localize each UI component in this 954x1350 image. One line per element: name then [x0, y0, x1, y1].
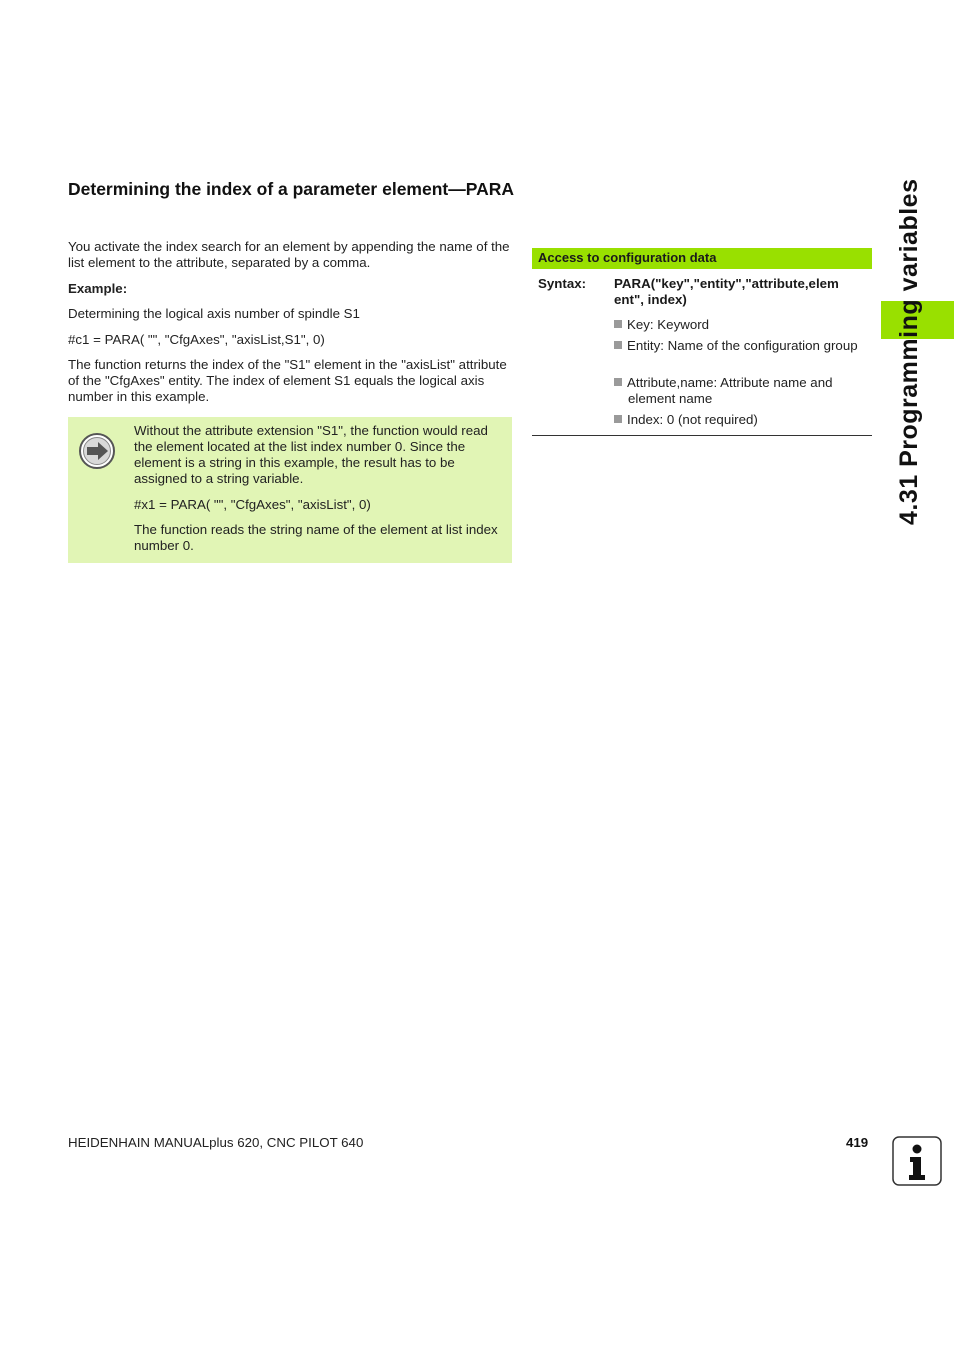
- bullet-square-icon: [614, 378, 622, 386]
- bullet-attribute: Attribute,name: Attribute name and element name: [614, 375, 880, 407]
- bullet-square-icon: [614, 341, 622, 349]
- page-number: 419: [846, 1135, 869, 1150]
- bullet-square-icon: [614, 415, 622, 423]
- result-paragraph: The function returns the index of the "S1" element in the "axisList" attribute of the "CfgAxes" entity. The index of element S1 equals the logical axis number in this example.: [68, 357, 507, 404]
- bullet-entity: Entity: Name of the configuration group: [614, 338, 880, 354]
- syntax-value: PARA("key","entity","attribute,elem ent", index): [614, 276, 839, 307]
- syntax-label: Syntax:: [538, 276, 587, 291]
- chapter-title: 4.31 Programming variables: [895, 178, 923, 525]
- intro-paragraph: You activate the index search for an element by appending the name of the list element to the attribute, separated by a comma.: [68, 239, 510, 270]
- table-bottom-rule: [532, 435, 872, 436]
- info-icon[interactable]: [892, 1136, 942, 1186]
- footer-manual-title: HEIDENHAIN MANUALplus 620, CNC PILOT 640: [68, 1135, 364, 1150]
- note-text-2: The function reads the string name of the element at list index number 0.: [134, 522, 498, 553]
- table-header: Access to configuration data: [538, 250, 717, 265]
- section-heading: Determining the index of a parameter element—PARA: [68, 179, 515, 199]
- example-code: #c1 = PARA( "", "CfgAxes", "axisList,S1", 0): [68, 332, 325, 347]
- example-label: Example:: [68, 281, 128, 296]
- arrow-right-icon: [78, 432, 116, 470]
- note-text-1: Without the attribute extension "S1", the function would read the element located at the list index number 0. Since the element is a string in this example, the result has to be assigned to a string variable.: [134, 423, 488, 486]
- bullet-index: Index: 0 (not required): [614, 412, 880, 428]
- example-description: Determining the logical axis number of spindle S1: [68, 306, 360, 321]
- bullet-key: Key: Keyword: [614, 317, 880, 333]
- bullet-square-icon: [614, 320, 622, 328]
- note-code: #x1 = PARA( "", "CfgAxes", "axisList", 0): [134, 497, 371, 512]
